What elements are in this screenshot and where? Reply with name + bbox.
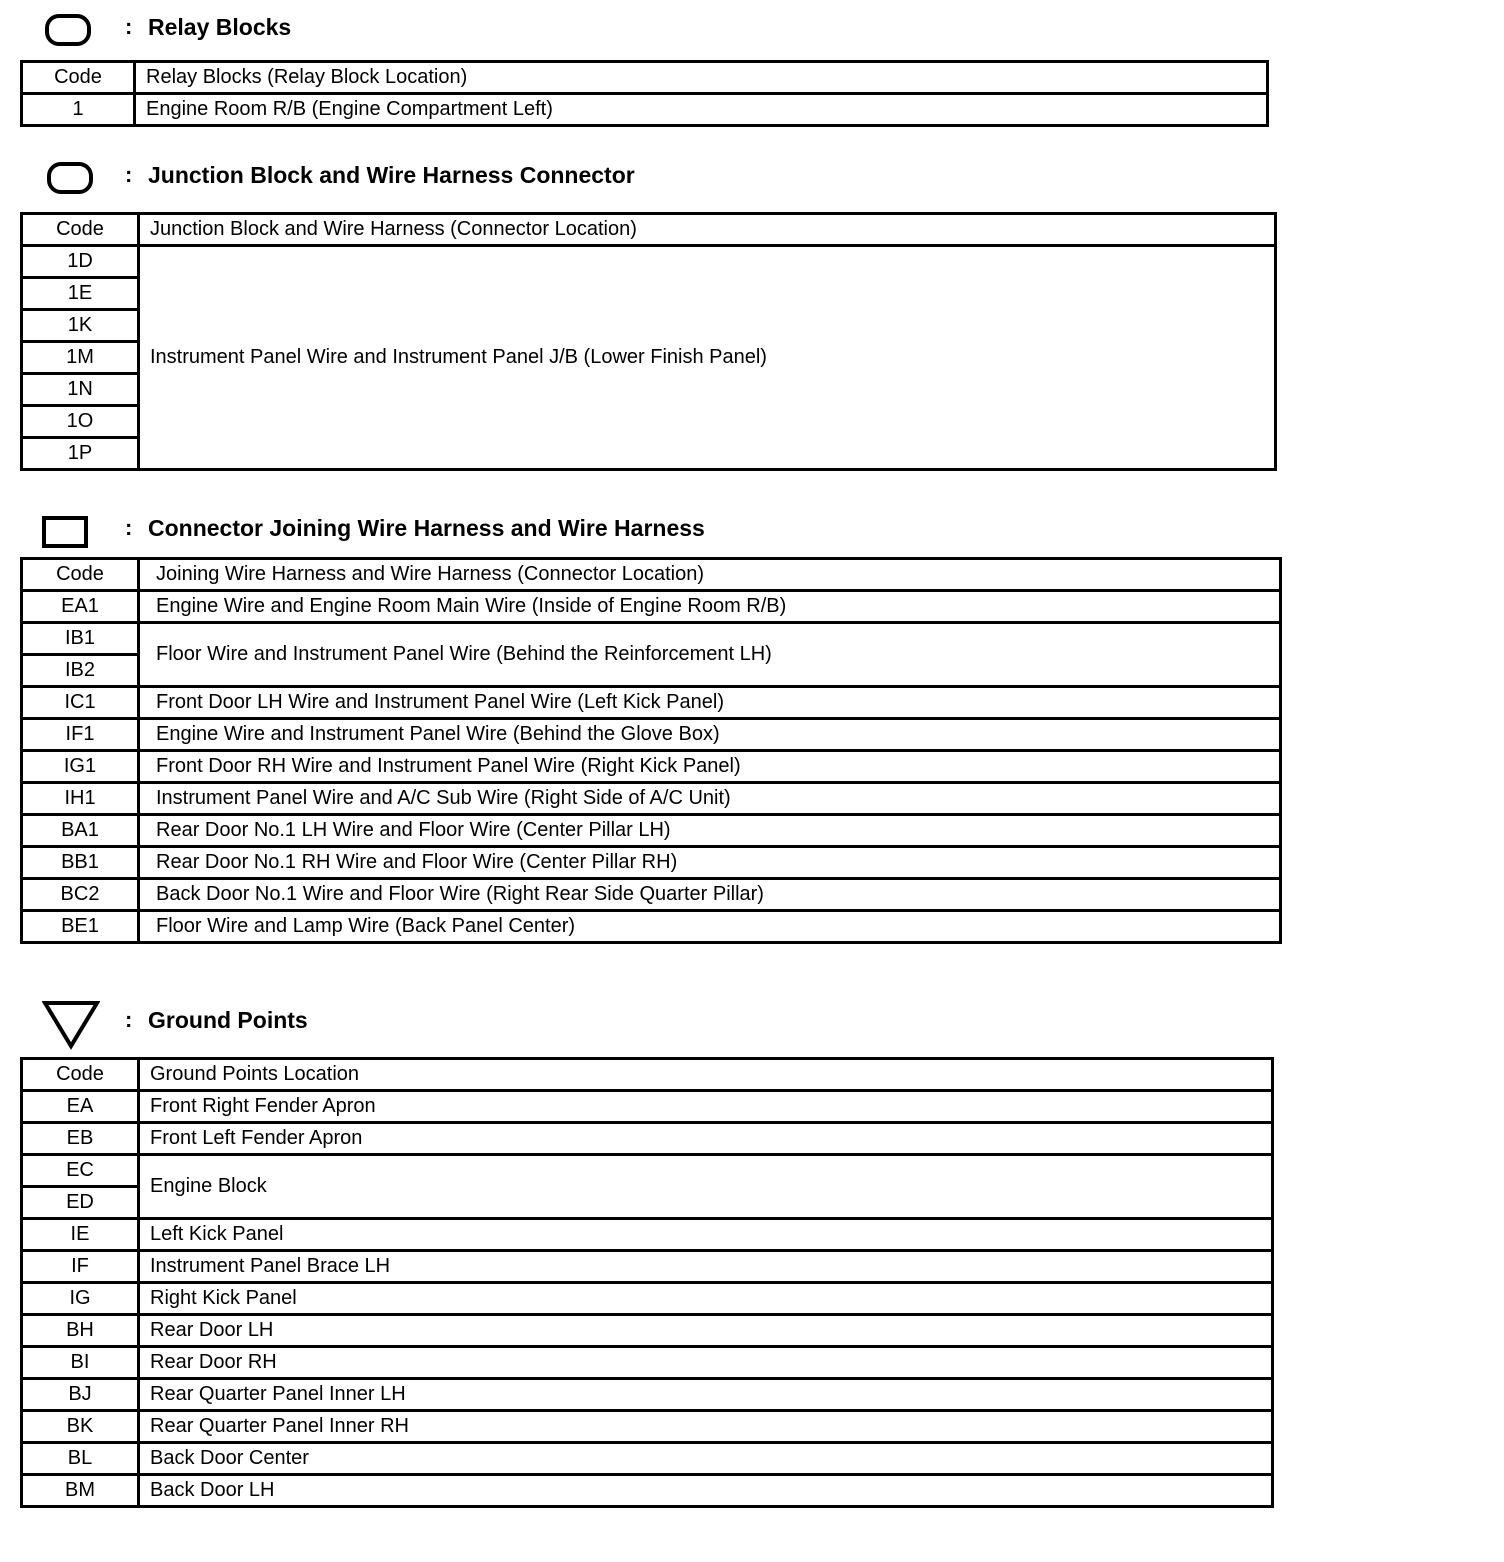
code-cell: ED	[22, 1187, 139, 1219]
location-cell: Front Door RH Wire and Instrument Panel Wire (Right Kick Panel)	[139, 751, 1281, 783]
rounded-rectangle-icon	[45, 14, 91, 46]
code-cell: 1M	[22, 342, 139, 374]
table-row	[22, 1315, 1273, 1347]
location-cell: Back Door Center	[139, 1443, 1273, 1475]
code-cell: BJ	[22, 1379, 139, 1411]
relay-blocks-heading: Relay Blocks	[148, 14, 292, 40]
heading-colon: :	[125, 515, 133, 540]
location-cell: Engine Block	[139, 1155, 1273, 1219]
code-cell: EA1	[22, 591, 139, 623]
code-cell: IB2	[22, 655, 139, 687]
code-cell: BH	[22, 1315, 139, 1347]
code-cell: BI	[22, 1347, 139, 1379]
location-cell: Left Kick Panel	[139, 1219, 1273, 1251]
table-row	[22, 1155, 1273, 1187]
downward-triangle-icon	[42, 1000, 100, 1050]
junction-block-table	[20, 212, 1277, 471]
table-row	[22, 783, 1281, 815]
location-column-header: Joining Wire Harness and Wire Harness (Connector Location)	[139, 559, 1281, 591]
code-cell: BB1	[22, 847, 139, 879]
location-cell: Rear Door No.1 RH Wire and Floor Wire (Center Pillar RH)	[139, 847, 1281, 879]
code-column-header: Code	[22, 214, 139, 246]
code-cell: IC1	[22, 687, 139, 719]
table-row	[22, 879, 1281, 911]
code-cell: IF	[22, 1251, 139, 1283]
location-cell: Engine Wire and Engine Room Main Wire (Inside of Engine Room R/B)	[139, 591, 1281, 623]
code-cell: BK	[22, 1411, 139, 1443]
location-cell: Engine Room R/B (Engine Compartment Left)	[135, 94, 1268, 126]
heading-colon: :	[125, 1007, 133, 1032]
table-row	[22, 751, 1281, 783]
code-cell: 1O	[22, 406, 139, 438]
table-row	[22, 1219, 1273, 1251]
code-column-header: Code	[22, 559, 139, 591]
table-row	[22, 1251, 1273, 1283]
table-header-row	[22, 214, 1276, 246]
location-cell: Right Kick Panel	[139, 1283, 1273, 1315]
location-cell: Instrument Panel Wire and A/C Sub Wire (Right Side of A/C Unit)	[139, 783, 1281, 815]
code-cell: BL	[22, 1443, 139, 1475]
location-column-header: Relay Blocks (Relay Block Location)	[135, 62, 1268, 94]
connector-heading: Connector Joining Wire Harness and Wire Harness	[148, 515, 705, 541]
location-column-header: Junction Block and Wire Harness (Connector Location)	[139, 214, 1276, 246]
code-cell: 1	[22, 94, 135, 126]
location-cell: Instrument Panel Wire and Instrument Panel J/B (Lower Finish Panel)	[139, 246, 1276, 470]
location-cell: Back Door LH	[139, 1475, 1273, 1507]
code-cell: EB	[22, 1123, 139, 1155]
table-row	[22, 246, 1276, 278]
code-cell: 1P	[22, 438, 139, 470]
table-row	[22, 719, 1281, 751]
location-cell: Instrument Panel Brace LH	[139, 1251, 1273, 1283]
location-cell: Rear Door No.1 LH Wire and Floor Wire (Center Pillar LH)	[139, 815, 1281, 847]
code-cell: IG1	[22, 751, 139, 783]
code-cell: EC	[22, 1155, 139, 1187]
rounded-rectangle-icon	[47, 162, 93, 194]
code-cell: BE1	[22, 911, 139, 943]
code-cell: IE	[22, 1219, 139, 1251]
table-row	[22, 687, 1281, 719]
code-cell: IF1	[22, 719, 139, 751]
table-row	[22, 815, 1281, 847]
junction-block-heading: Junction Block and Wire Harness Connector	[148, 162, 635, 188]
code-cell: BM	[22, 1475, 139, 1507]
table-row	[22, 1347, 1273, 1379]
table-row	[22, 911, 1281, 943]
code-cell: 1N	[22, 374, 139, 406]
table-row	[22, 1123, 1273, 1155]
location-cell: Rear Quarter Panel Inner RH	[139, 1411, 1273, 1443]
code-cell: 1D	[22, 246, 139, 278]
code-cell: BC2	[22, 879, 139, 911]
relay-blocks-table	[20, 60, 1269, 127]
table-row	[22, 591, 1281, 623]
code-cell: EA	[22, 1091, 139, 1123]
code-cell: 1K	[22, 310, 139, 342]
location-cell: Front Door LH Wire and Instrument Panel Wire (Left Kick Panel)	[139, 687, 1281, 719]
connector-table	[20, 557, 1282, 944]
heading-colon: :	[125, 162, 133, 187]
ground-points-heading: Ground Points	[148, 1007, 308, 1033]
code-column-header: Code	[22, 1059, 139, 1091]
location-cell: Engine Wire and Instrument Panel Wire (Behind the Glove Box)	[139, 719, 1281, 751]
location-cell: Rear Door RH	[139, 1347, 1273, 1379]
table-row	[22, 1091, 1273, 1123]
code-cell: IB1	[22, 623, 139, 655]
table-header-row	[22, 559, 1281, 591]
code-cell: BA1	[22, 815, 139, 847]
table-row	[22, 1411, 1273, 1443]
location-cell: Front Left Fender Apron	[139, 1123, 1273, 1155]
location-column-header: Ground Points Location	[139, 1059, 1273, 1091]
location-cell: Floor Wire and Instrument Panel Wire (Behind the Reinforcement LH)	[139, 623, 1281, 687]
table-header-row	[22, 1059, 1273, 1091]
rectangle-icon	[42, 516, 88, 548]
heading-colon: :	[125, 14, 133, 39]
location-cell: Rear Door LH	[139, 1315, 1273, 1347]
ground-points-table	[20, 1057, 1274, 1508]
code-cell: IG	[22, 1283, 139, 1315]
code-cell: 1E	[22, 278, 139, 310]
table-row	[22, 847, 1281, 879]
location-cell: Floor Wire and Lamp Wire (Back Panel Center)	[139, 911, 1281, 943]
table-row	[22, 94, 1268, 126]
code-cell: IH1	[22, 783, 139, 815]
table-header-row	[22, 62, 1268, 94]
location-cell: Rear Quarter Panel Inner LH	[139, 1379, 1273, 1411]
table-row	[22, 1379, 1273, 1411]
location-cell: Front Right Fender Apron	[139, 1091, 1273, 1123]
table-row	[22, 1475, 1273, 1507]
table-row	[22, 1443, 1273, 1475]
table-row	[22, 1283, 1273, 1315]
code-column-header: Code	[22, 62, 135, 94]
table-row	[22, 623, 1281, 655]
location-cell: Back Door No.1 Wire and Floor Wire (Right Rear Side Quarter Pillar)	[139, 879, 1281, 911]
